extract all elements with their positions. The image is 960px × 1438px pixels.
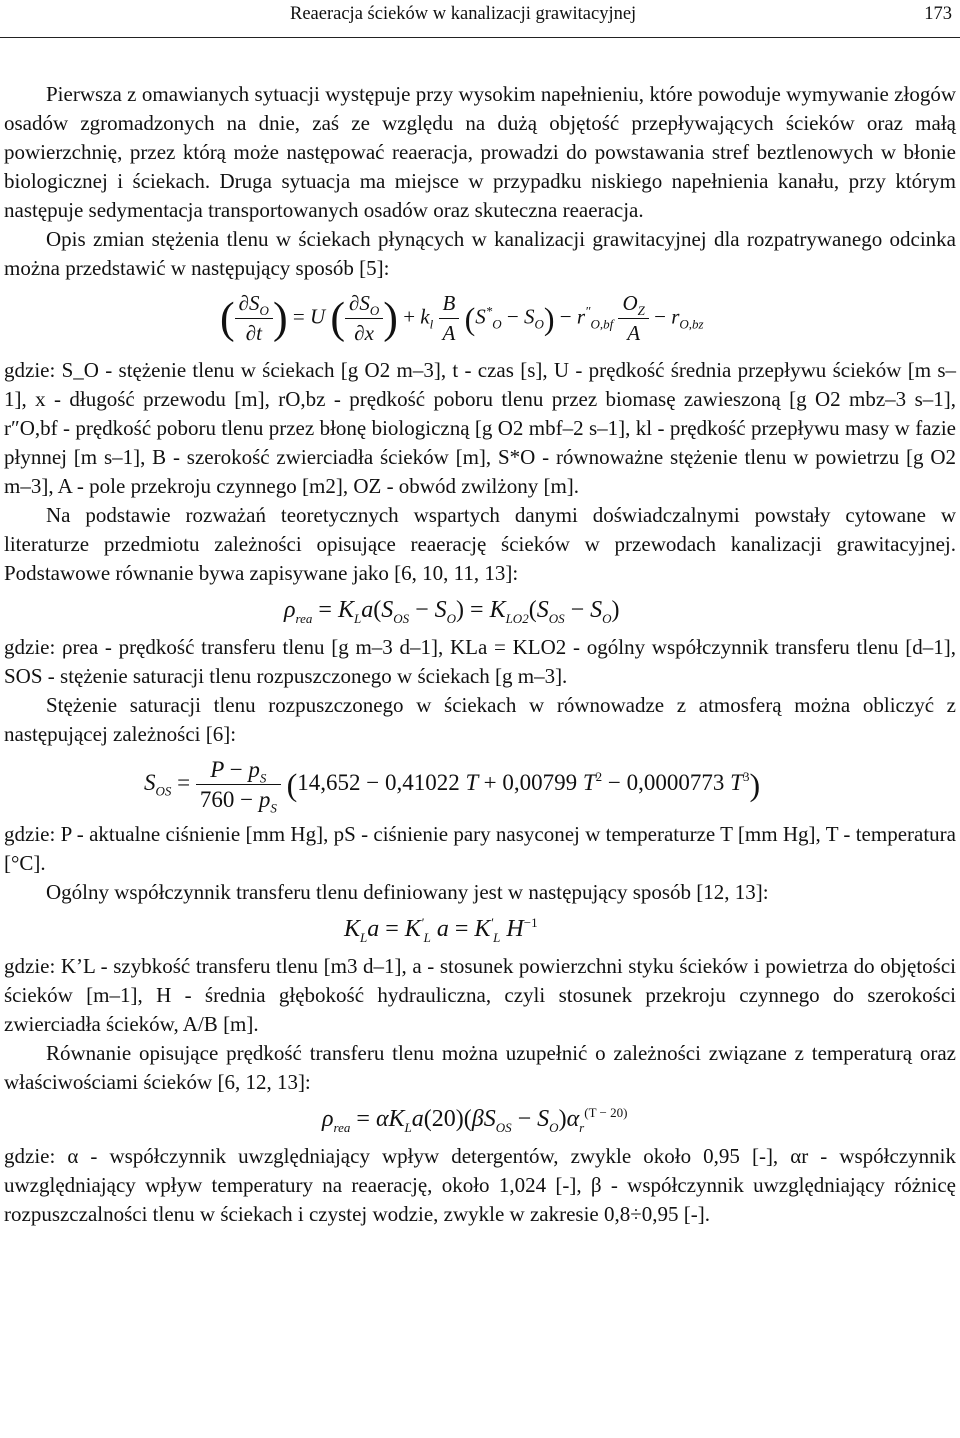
exponent-t-20: (T − 20) (584, 1105, 628, 1120)
const-000799: 0,00799 (502, 769, 578, 795)
header-rule (0, 37, 960, 38)
const-20: 20 (431, 1106, 456, 1132)
equation-2: $\rho_{rea} = K_La(S_{OS} - S_O) = K_{LO2}(S_{OS} - S_O)$ (284, 597, 620, 626)
page-number: 173 (924, 4, 952, 24)
paragraph-3: Na podstawie rozważań teoretycznych wspartych danymi doświadczalnymi powstały cytowane w literaturze przedmiotu zależności opisujące reaerację ścieków w przewodach kanalizacji grawitacyjnej. Podstawowe równanie bywa zapisywane jako [6, 10, 11, 13]: (4, 503, 956, 585)
where-block-3: gdzie: P - aktualne ciśnienie [mm Hg], pS - ciśnienie pary nasyconej w temperaturze T [mm Hg], T - temperatura [°C]. (4, 822, 956, 875)
where-block-1: gdzie: S_O - stężenie tlenu w ściekach [g O2 m–3], t - czas [s], U - prędkość średnia przepływu ścieków [m s–1], x - długość przewodu [m], rO,bz - prędkość poboru tlenu przez biomasę zawieszoną [g O2 mbz–3 s–1], r″O,bf - prędkość poboru tlenu przez błonę biologiczną [g O2 mbf–2 s–1], kl - prędkość przepływu masy w fazie płynnej [m s–1], B - szerokość zwierciadła ścieków [m], S*O - równoważne stężenie tlenu w powietrzu [g O2 m–3], A - pole przekroju czynnego [m2], OZ - obwód zwilżony [m]. (4, 358, 956, 498)
running-header (0, 0, 960, 40)
const-0000077: 0,0000773 (626, 769, 725, 795)
where-block-2: gdzie: ρrea - prędkość transferu tlenu [g m–3 d–1], KLa = KLO2 - ogólny współczynnik transferu tlenu [d–1], SOS - stężenie saturacji tlenu rozpuszczonego w ściekach [g m–3]. (4, 635, 956, 688)
equation-1: ( $\frac{\partial S_O}{\partial t}$ ) = U ( $\frac{\partial S_O}{\partial x}$ ) + $k_l$ $\frac{B}{A}$ $(S^*_O - S_O) - r''_{O,bf}$ $\frac{O_Z}{A}$ − $r_{O,bz}$ (220, 291, 704, 345)
paragraph-9: Równanie opisujące prędkość transferu tlenu można uzupełnić o zależności związane z temperaturą oraz właściwościami ścieków [6, 12, 13]: (4, 1041, 956, 1094)
const-760: 760 (199, 787, 235, 812)
paragraph-5: Stężenie saturacji tlenu rozpuszczonego w ściekach w równowadze z atmosferą można obliczyć z następującej zależności [6]: (4, 693, 956, 746)
const-14652: 14,652 (297, 769, 361, 795)
paragraph-7: Ogólny współczynnik transferu tlenu definiowany jest w następujący sposób [12, 13]: (46, 880, 769, 904)
where-block-4: gdzie: K’L - szybkość transferu tlenu [m3 d–1], a - stosunek powierzchni styku ścieków i powietrza do objętości ścieków [m–1], H - średnia głębokość hydrauliczna, czyli stosunek przekroju czynnego do szerokości zwierciadła ścieków, A/B [m]. (4, 954, 956, 1036)
where-block-5: gdzie: α - współczynnik uwzględniający wpływ detergentów, zwykle około 0,95 [-], αr - współczynnik uwzględniający wpływ temperatury na reaerację, około 1,024 [-], β - współczynnik uwzględniający różnicę rozpuszczalności tlenu w ściekach i czystej wodzie, zwykle w zakresie 0,8÷0,95 [-]. (4, 1144, 956, 1226)
const-041022: 0,41022 (385, 769, 460, 795)
paragraph-2: Opis zmian stężenia tlenu w ściekach płynących w kanalizacji grawitacyjnej dla rozpatrywanego odcinka można przedstawić w następujący sposób [5]: (4, 227, 956, 280)
page-body (4, 80, 956, 1229)
equation-4: $K_La = K'_L$ $a = K'_L$ $H^{-1}$ (344, 915, 538, 945)
running-title: Reaeracja ścieków w kanalizacji grawitacyjnej (290, 4, 637, 24)
paragraph-1: Pierwsza z omawianych sytuacji występuje przy wysokim napełnieniu, które powoduje wymywanie złogów osadów zgromadzonych na dnie, zaś ze względu na dużą objętość przepływających ścieków oraz małą powierzchnię, przez którą może następować reaeracja, prowadzi do powstawania stref beztlenowych w błonie biologicznej i ściekach. Druga sytuacja ma miejsce w przypadku niskiego napełnienia kanału, przy którym następuje sedymentacja transportowanych osadów oraz skuteczna reaeracja. (4, 82, 956, 222)
equation-3: $S_{OS}$ = $\frac{P - p_S}{760 - p_S}$ (14,652 − 0,41022 T + 0,00799 $T^2 - 0,0000773$ $T^3$) (144, 757, 761, 816)
equation-5: $\rho_{rea} = \alpha K_La(20)(\beta S_{OS} - S_O)\alpha_r^{(T - 20)}$ (322, 1105, 628, 1135)
